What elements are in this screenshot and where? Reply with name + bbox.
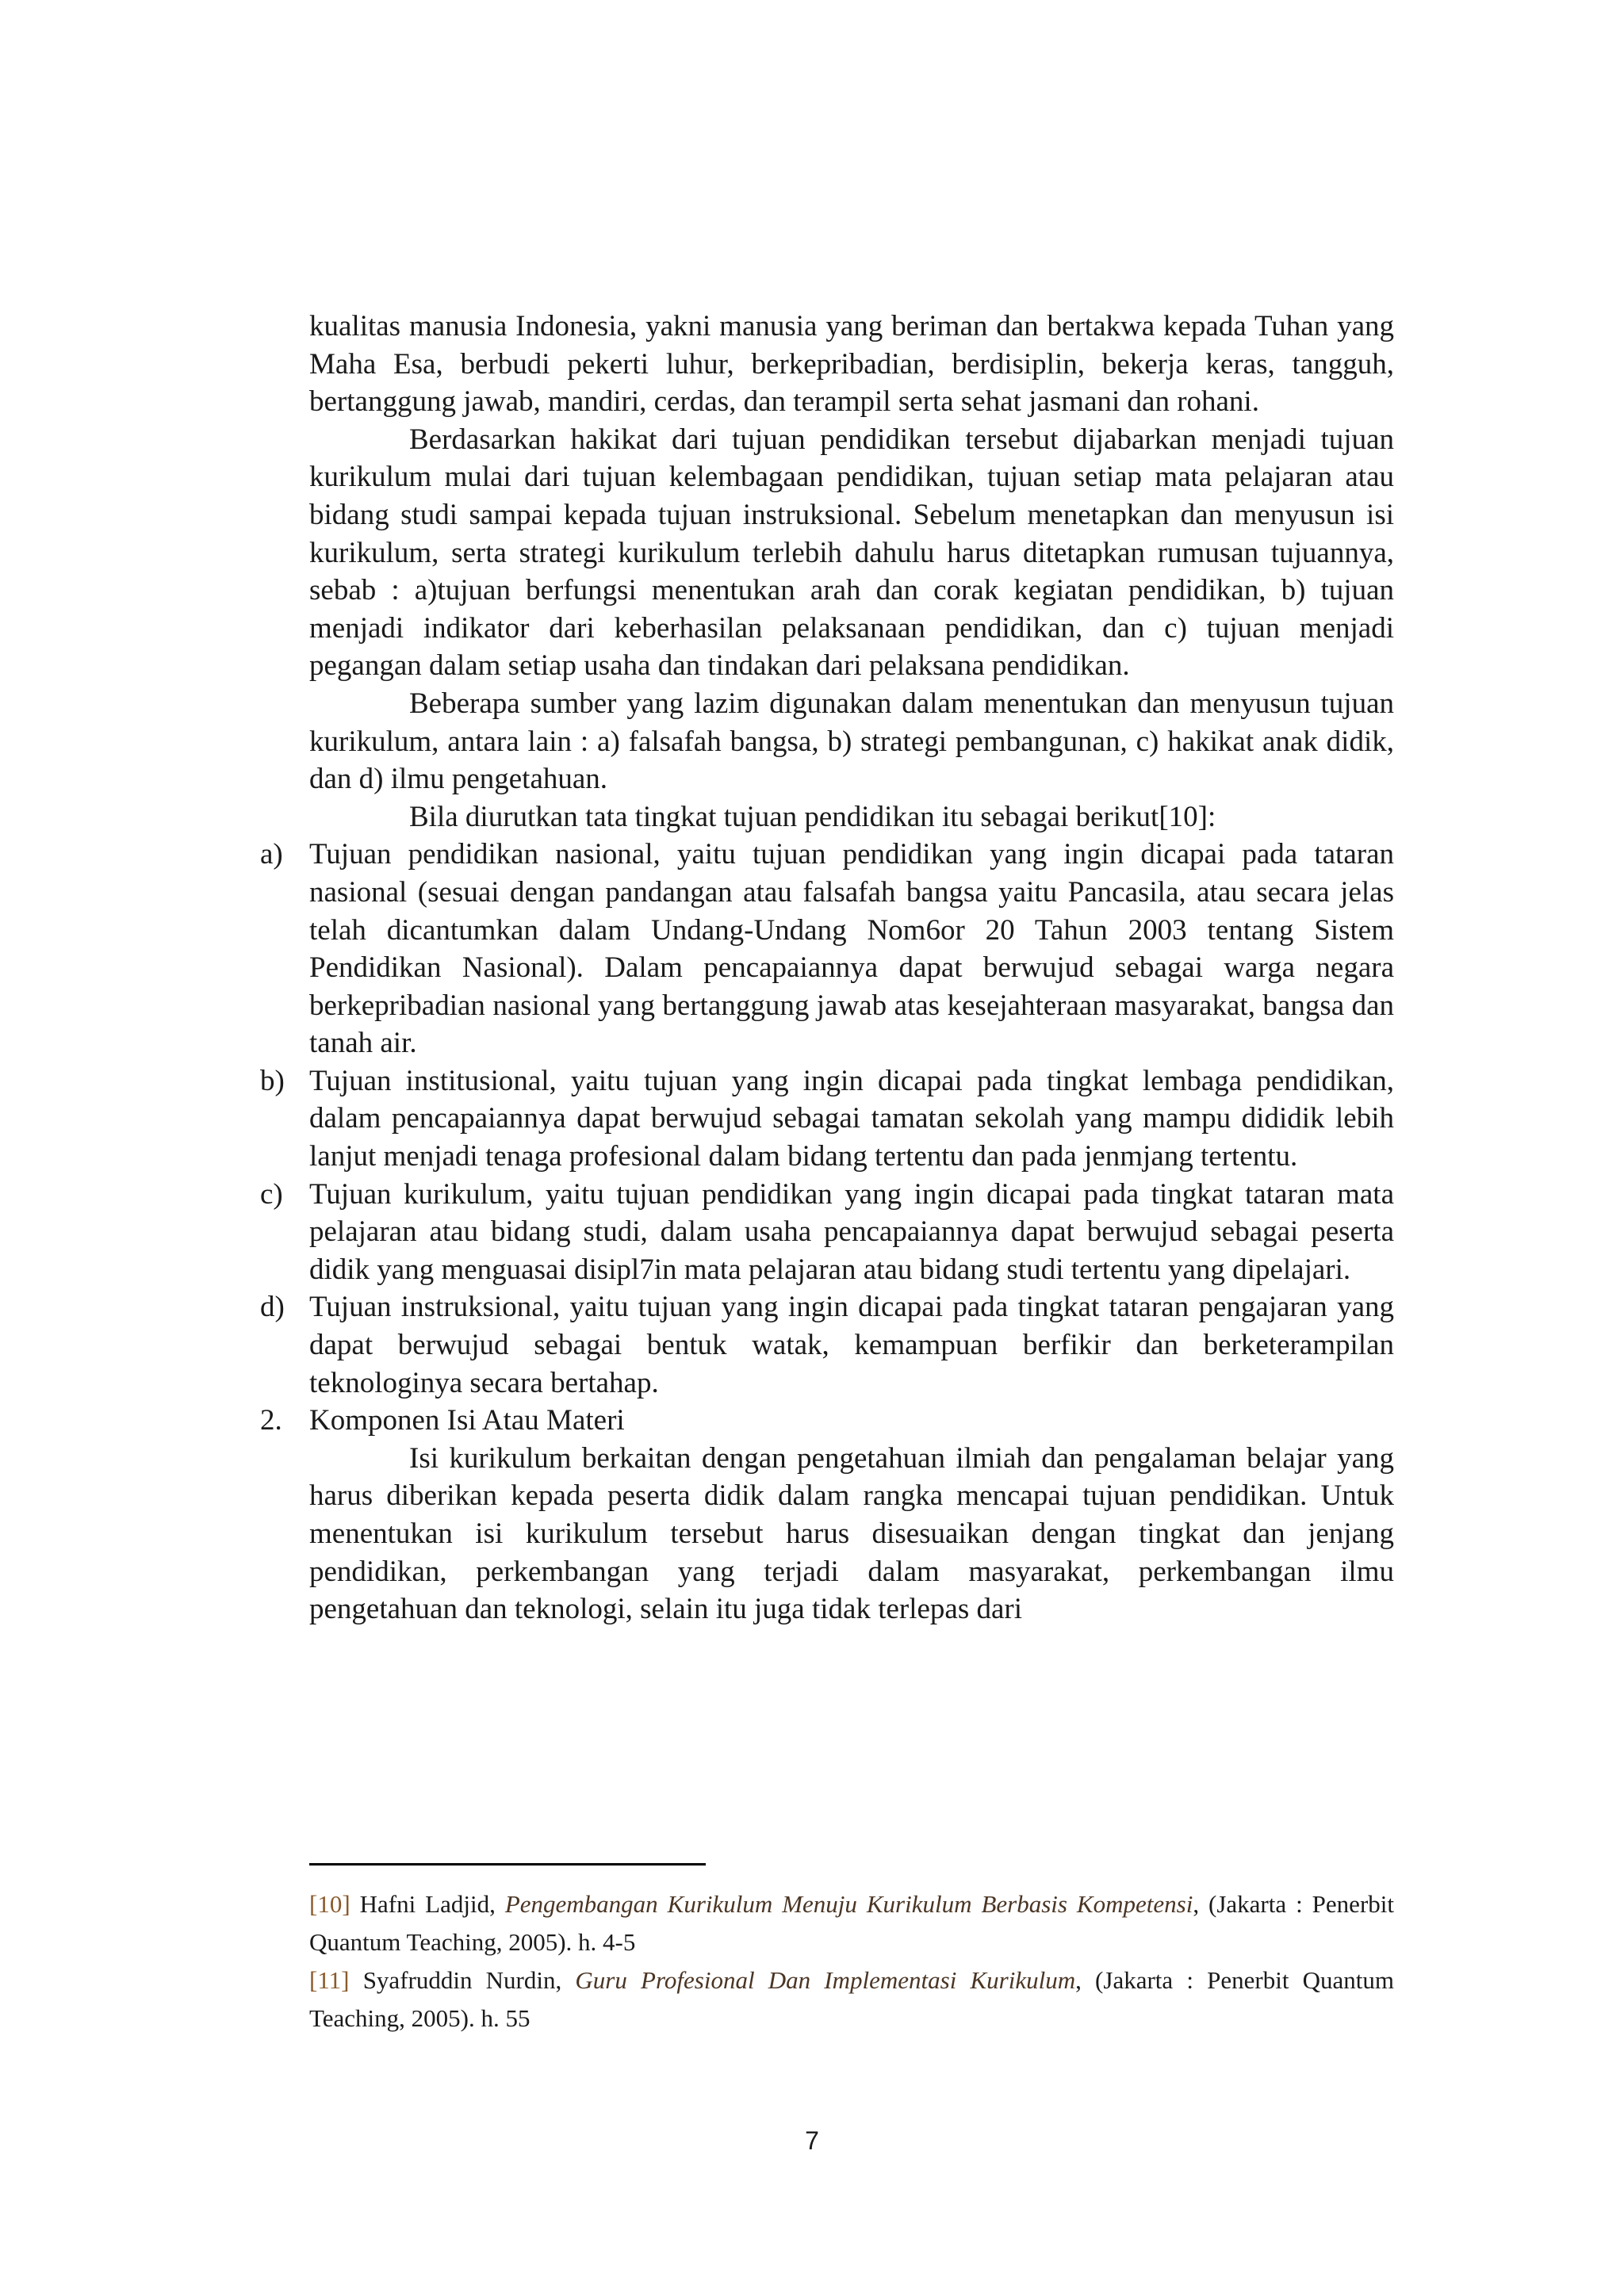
footnote-author: Hafni Ladjid, [359, 1890, 496, 1918]
list-item [260, 1062, 1394, 1176]
footnote-rest: , (Jakarta : Penerbit Quantum Teaching, 2005). h. 4-5 [309, 1890, 1394, 1956]
paragraph: Beberapa sumber yang lazim digunakan dalam menentukan dan menyusun tujuan kurikulum, antara lain : a) falsafah bangsa, b) strategi pembangunan, c) hakikat anak didik, dan d) ilmu pengetahuan. [309, 687, 1394, 796]
paragraph: kualitas manusia Indonesia, yakni manusia yang beriman dan bertakwa kepada Tuhan yang Maha Esa, berbudi pekerti luhur, berkepribadian, berdisiplin, bekerja keras, tangguh, bertanggung jawab, mandiri, cerdas, dan terampil serta sehat jasmani dan rohani. [309, 310, 1394, 419]
list-item [260, 1176, 1394, 1289]
page-number: 7 [805, 2126, 819, 2155]
footnote-number: [10] [309, 1890, 350, 1918]
section-heading [260, 1402, 1394, 1440]
section-title: Komponen Isi Atau Materi [309, 1404, 625, 1437]
paragraph: Isi kurikulum berkaitan dengan pengetahuan ilmiah dan pengalaman belajar yang harus diberikan kepada peserta didik dalam rangka mencapai tujuan pendidikan. Untuk menentukan isi kurikulum tersebut harus disesuaikan dengan tingkat dan jenjang pendidikan, perkembangan yang terjadi dalam masyarakat, perkembangan ilmu pengetahuan dan teknologi, selain itu juga tidak terlepas dari [309, 1441, 1394, 1626]
footnote-title: Guru Profesional Dan Implementasi Kurikulum [575, 1966, 1076, 1994]
list-item [260, 836, 1394, 1062]
footnotes [309, 1885, 1394, 2038]
footnote-number: [11] [309, 1966, 350, 1994]
list-item-text: Tujuan instruksional, yaitu tujuan yang ingin dicapai pada tingkat tataran pengajaran yang dapat berwujud sebagai bentuk watak, kemampuan berfikir dan berketerampilan teknologinya secara bertahap. [309, 1291, 1394, 1399]
footnote-separator [309, 1863, 706, 1866]
footnote-title: Pengembangan Kurikulum Menuju Kurikulum Berbasis Kompetensi [504, 1890, 1193, 1918]
paragraph: Bila diurutkan tata tingkat tujuan pendidikan itu sebagai berikut[10]: [409, 800, 1216, 833]
page-body [260, 308, 1394, 1628]
list-item [260, 1288, 1394, 1402]
list-marker: c) [260, 1177, 283, 1211]
footnote [309, 1885, 1394, 1961]
section-number: 2. [260, 1404, 282, 1437]
list-item-text: Tujuan kurikulum, yaitu tujuan pendidikan yang ingin dicapai pada tingkat tataran mata pelajaran atau bidang studi, dalam usaha pencapaiannya dapat berwujud sebagai peserta didik yang menguasai disipl7in mata pelajaran atau bidang studi tertentu yang dipelajari. [309, 1177, 1394, 1286]
list-item-text: Tujuan institusional, yaitu tujuan yang ingin dicapai pada tingkat lembaga pendidikan, dalam pencapaiannya dapat berwujud sebagai tamatan sekolah yang mampu dididik lebih lanjut menjadi tenaga profesional dalam bidang tertentu dan pada jenmjang tertentu. [309, 1064, 1394, 1173]
list-item-text: Tujuan pendidikan nasional, yaitu tujuan pendidikan yang ingin dicapai pada tataran nasional (sesuai dengan pandangan atau falsafah bangsa yaitu Pancasila, atau secara jelas telah dicantumkan dalam Undang-Undang Nom6or 20 Tahun 2003 tentang Sistem Pendidikan Nasional). Dalam pencapaiannya dapat berwujud sebagai warga negara berkepribadian nasional yang bertanggung jawab atas kesejahteraan masyarakat, bangsa dan tanah air. [309, 838, 1394, 1060]
footnote [309, 1961, 1394, 2038]
list-marker: b) [260, 1064, 285, 1097]
list-marker: d) [260, 1291, 285, 1324]
footnote-author: Syafruddin Nurdin, [362, 1966, 562, 1994]
list-marker: a) [260, 838, 283, 871]
paragraph: Berdasarkan hakikat dari tujuan pendidikan tersebut dijabarkan menjadi tujuan kurikulum mulai dari tujuan kelembagaan pendidikan, tujuan setiap mata pelajaran atau bidang studi sampai kepada tujuan instruksional. Sebelum menetapkan dan menyusun isi kurikulum, serta strategi kurikulum terlebih dahulu harus ditetapkan rumusan tujuannya, sebab : a)tujuan berfungsi menentukan arah dan corak kegiatan pendidikan, b) tujuan menjadi indikator dari keberhasilan pelaksanaan pendidikan, dan c) tujuan menjadi pegangan dalam setiap usaha dan tindakan dari pelaksana pendidikan. [309, 423, 1394, 683]
footnote-rest: , (Jakarta : Penerbit Quantum Teaching, 2005). h. 55 [309, 1966, 1395, 2032]
